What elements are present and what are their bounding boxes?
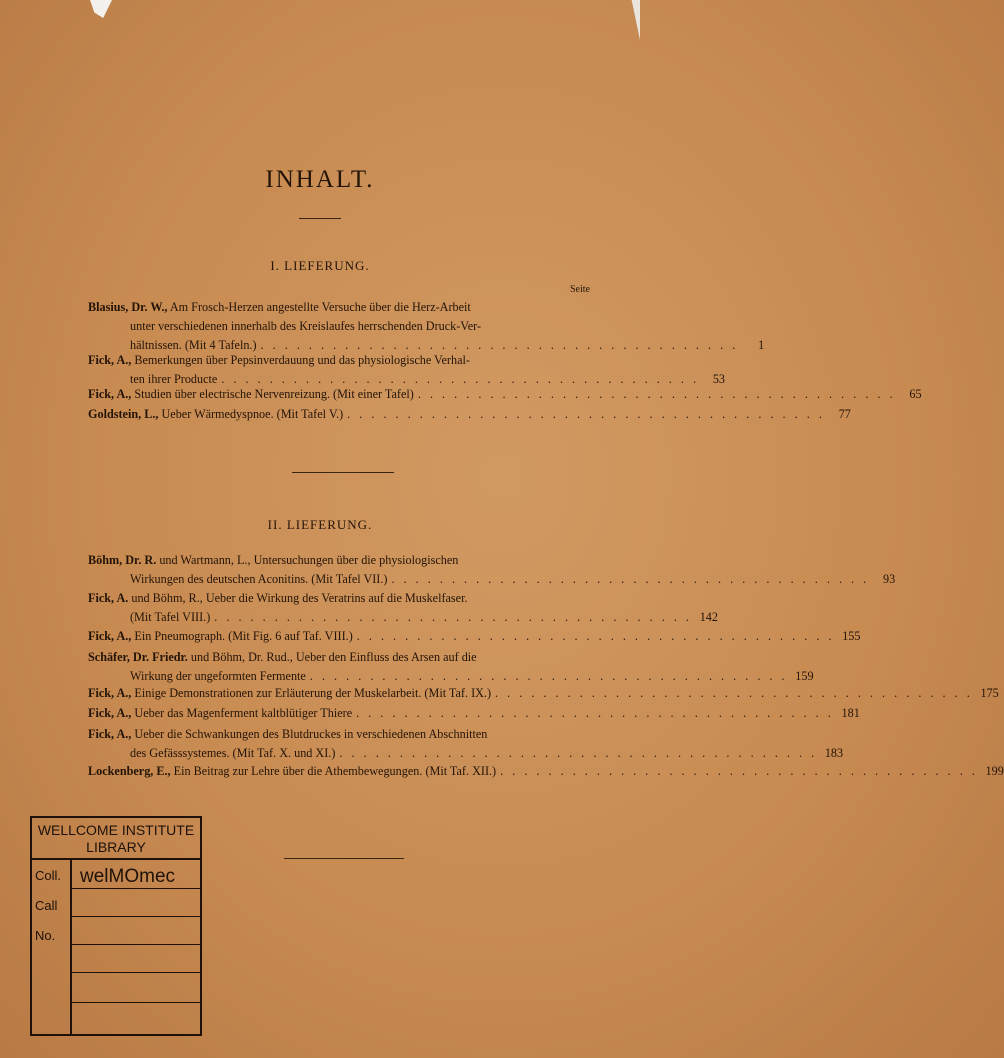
page-title: INHALT. [265,166,375,193]
section-heading-2: II. LIEFERUNG. [267,517,373,532]
toc-entry-line [88,317,598,336]
stamp-row-line [70,916,200,917]
toc-leader-dots: . . . . . . . . . . . . . . . . . . . . . . . . . . . . . . . . . . . . . . . . [356,706,834,720]
toc-page-number: 142 [699,610,718,624]
library-stamp [30,816,202,1036]
toc-entry-line [88,351,598,370]
page-torn-corner [90,0,112,18]
end-rule [284,858,404,859]
toc-entry [88,725,844,763]
toc-page-number: 65 [909,387,922,401]
stamp-coll-value: welMOmec [80,866,176,887]
toc-entry-line [88,298,598,317]
toc-entry-author: Böhm, Dr. R. [88,553,157,567]
toc-entry-line [88,762,1004,781]
toc-entry-text: Fick, A., Bemerkungen über Pepsinverdauung und das physiologische Verhal- [88,353,470,367]
toc-page-number: 181 [841,706,860,720]
toc-entry [88,648,814,686]
title-rule [299,218,341,219]
stamp-row-line [70,944,200,945]
section-divider [292,472,394,473]
toc-entry-line [88,627,861,646]
toc-page-number: 175 [980,686,999,700]
stamp-call-label: Call [35,898,58,913]
toc-leader-dots: . . . . . . . . . . . . . . . . . . . . . . . . . . . . . . . . . . . . . . . . [221,372,700,386]
toc-leader-dots: . . . . . . . . . . . . . . . . . . . . . . . . . . . . . . . . . . . . . . . . [309,669,788,683]
toc-entry-author: Goldstein, L., [88,407,159,421]
toc-entry-author: Fick, A., [88,353,132,367]
toc-entry-text: Goldstein, L., Ueber Wärmedyspnoe. (Mit Tafel V.) [88,407,344,421]
toc-entry-line [88,589,598,608]
toc-entry-line [88,704,860,723]
toc-entry-text: Wirkungen des deutschen Aconitins. (Mit Tafel VII.) [130,572,388,586]
toc-entry-author: Fick, A., [88,727,132,741]
toc-entry-author: Blasius, Dr. W., [88,300,168,314]
toc-entry-line [88,725,598,744]
toc-entry-text: Blasius, Dr. W., Am Frosch-Herzen angestellte Versuche über die Herz-Arbeit [88,300,471,314]
toc-entry-author: Lockenberg, E., [88,764,171,778]
toc-entry-author: Fick, A., [88,686,132,700]
toc-page-number: 1 [758,338,765,352]
stamp-no-label: No. [35,928,56,943]
stamp-coll-label: Coll. [35,868,62,883]
toc-entry-text: unter verschiedenen innerhalb des Kreislaufes herrschenden Druck-Ver- [130,319,482,333]
toc-leader-dots: . . . . . . . . . . . . . . . . . . . . . . . . . . . . . . . . . . . . . . . . [500,764,978,778]
toc-entry-author: Schäfer, Dr. Friedr. [88,650,188,664]
stamp-divider [70,860,72,1034]
toc-entry-text: Fick, A., Ueber das Magenferment kaltblütiger Thiere [88,706,353,720]
toc-page-number: 183 [824,746,844,760]
toc-leader-dots: . . . . . . . . . . . . . . . . . . . . . . . . . . . . . . . . . . . . . . . . [339,746,818,760]
toc-leader-dots: . . . . . . . . . . . . . . . . . . . . . . . . . . . . . . . . . . . . . . . . [347,407,825,421]
stamp-library: LIBRARY [86,839,146,855]
stamp-row-line [70,1002,200,1003]
toc-entry-text: (Mit Tafel VIII.) [130,610,211,624]
toc-entry-text: Lockenberg, E., Ein Beitrag zur Lehre über die Athembewegungen. (Mit Taf. XII.) [88,764,497,778]
toc-entry [88,551,896,589]
toc-entry-line [88,684,999,703]
toc-entry-line [88,405,851,424]
section-heading-1: I. LIEFERUNG. [270,258,370,273]
stamp-row-line [70,972,200,973]
toc-page-number: 77 [838,407,851,421]
toc-entry-text: Fick, A., Einige Demonstrationen zur Erläuterung der Muskelarbeit. (Mit Taf. IX.) [88,686,492,700]
toc-page-number: 93 [883,572,896,586]
toc-entry-text: Fick, A., Ueber die Schwankungen des Blutdruckes in verschiedenen Abschnitten [88,727,488,741]
toc-entry [88,298,765,355]
toc-leader-dots: . . . . . . . . . . . . . . . . . . . . . . . . . . . . . . . . . . . . . . . . [356,629,835,643]
toc-entry-line [88,385,922,404]
toc-leader-dots: . . . . . . . . . . . . . . . . . . . . . . . . . . . . . . . . . . . . . . . . [495,686,973,700]
toc-entry-line [88,744,844,763]
toc-page-number: 53 [712,372,726,386]
stamp-row-line [70,888,200,889]
toc-entry-text: Fick, A., Studien über electrische Nervenreizung. (Mit einer Tafel) [88,387,414,401]
toc-entry [88,405,851,424]
toc-entry-author: Fick, A., [88,706,132,720]
page-torn-corner [626,0,640,40]
toc-leader-dots: . . . . . . . . . . . . . . . . . . . . . . . . . . . . . . . . . . . . . . . . [214,610,692,624]
toc-entry [88,627,861,646]
toc-entry-author: Fick, A., [88,629,132,643]
toc-entry-text: Fick, A. und Böhm, R., Ueber die Wirkung des Veratrins auf die Muskelfaser. [88,591,468,605]
toc-page-number: 199 [985,764,1004,778]
toc-leader-dots: . . . . . . . . . . . . . . . . . . . . . . . . . . . . . . . . . . . . . . . . [391,572,870,586]
toc-leader-dots: . . . . . . . . . . . . . . . . . . . . . . . . . . . . . . . . . . . . . . . . [260,338,739,352]
toc-entry-text: ten ihrer Producte [130,372,218,386]
toc-page-number: 155 [842,629,861,643]
toc-entry [88,351,726,389]
toc-entry-author: Fick, A. [88,591,129,605]
toc-entry-text: hältnissen. (Mit 4 Tafeln.) [130,338,257,352]
toc-entry-line [88,608,718,627]
toc-entry-line [88,551,598,570]
toc-page-number: 159 [795,669,814,683]
toc-entry-text: des Gefässsystemes. (Mit Taf. X. und XI.) [130,746,336,760]
toc-entry-line [88,648,598,667]
stamp-institute: WELLCOME INSTITUTE [37,822,195,838]
toc-entry-text: Wirkung der ungeformten Fermente [130,669,306,683]
toc-entry [88,704,860,723]
toc-entry-author: Fick, A., [88,387,132,401]
toc-entry [88,385,922,404]
toc-entry-line [88,570,896,589]
toc-entry [88,589,718,627]
stamp-header [32,818,200,860]
toc-entry-text: Fick, A., Ein Pneumograph. (Mit Fig. 6 auf Taf. VIII.) [88,629,353,643]
toc-entry [88,762,1004,781]
page-column-label: Seite [570,284,590,295]
toc-entry [88,684,999,703]
toc-entry-text: Schäfer, Dr. Friedr. und Böhm, Dr. Rud., Ueber den Einfluss des Arsen auf die [88,650,477,664]
toc-leader-dots: . . . . . . . . . . . . . . . . . . . . . . . . . . . . . . . . . . . . . . . . [417,387,896,401]
toc-entry-text: Böhm, Dr. R. und Wartmann, L., Untersuchungen über die physiologischen [88,553,459,567]
